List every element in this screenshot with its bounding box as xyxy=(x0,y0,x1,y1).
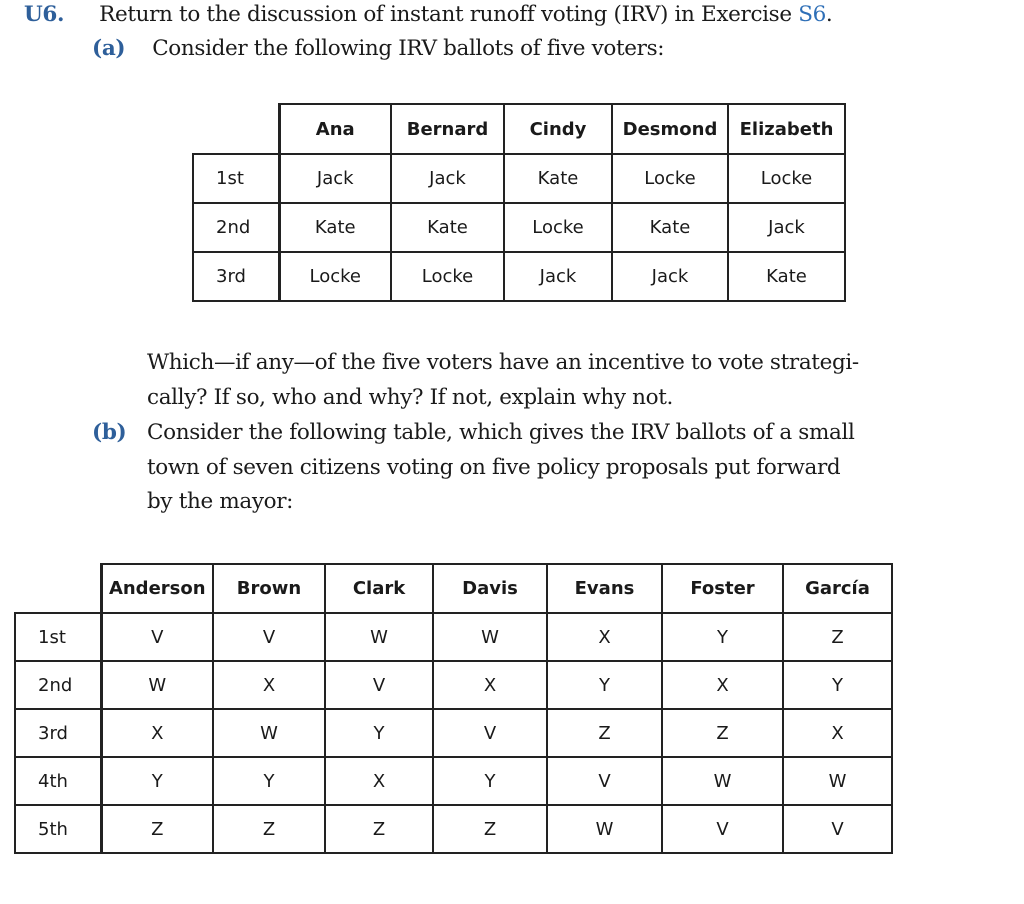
table-corner xyxy=(193,104,279,154)
table-cell: X xyxy=(547,613,662,661)
table-cell: V xyxy=(662,805,783,853)
column-header: Elizabeth xyxy=(728,104,845,154)
rank-label: 3rd xyxy=(193,252,279,301)
part-b-line3: by the mayor: xyxy=(147,489,294,514)
rank-label: 1st xyxy=(193,154,279,203)
table-cell: Locke xyxy=(728,154,845,203)
part-b-label: (b) xyxy=(92,420,127,445)
rank-label: 4th xyxy=(15,757,101,805)
table-row xyxy=(15,613,892,661)
rank-label: 2nd xyxy=(193,203,279,252)
table-b-header-row xyxy=(15,564,892,613)
problem-heading xyxy=(24,0,832,33)
part-a-question xyxy=(147,346,859,415)
part-a-question-line1: Which—if any—of the five voters have an incentive to vote strategi- xyxy=(147,350,859,375)
table-cell: X xyxy=(433,661,547,709)
table-cell: Kate xyxy=(391,203,504,252)
problem-text-end: . xyxy=(825,2,833,27)
column-header: Clark xyxy=(325,564,433,613)
table-cell: V xyxy=(783,805,892,853)
table-row xyxy=(15,661,892,709)
rank-label: 5th xyxy=(15,805,101,853)
table-row xyxy=(15,709,892,757)
table-row xyxy=(193,203,845,252)
table-cell: V xyxy=(433,709,547,757)
table-cell: Z xyxy=(783,613,892,661)
table-cell: W xyxy=(213,709,325,757)
rank-label: 3rd xyxy=(15,709,101,757)
table-row xyxy=(193,252,845,301)
ballot-table-a xyxy=(192,103,846,302)
part-b-line1: Consider the following table, which gives the IRV ballots of a small xyxy=(147,420,855,445)
table-cell: Jack xyxy=(612,252,728,301)
column-header: García xyxy=(783,564,892,613)
column-header: Ana xyxy=(279,104,391,154)
table-cell: Locke xyxy=(279,252,391,301)
table-cell: Jack xyxy=(391,154,504,203)
part-a-intro-text: Consider the following IRV ballots of five voters: xyxy=(152,36,665,61)
table-cell: Z xyxy=(547,709,662,757)
table-cell: Kate xyxy=(279,203,391,252)
table-cell: Z xyxy=(213,805,325,853)
table-cell: Y xyxy=(547,661,662,709)
table-corner xyxy=(15,564,101,613)
table-cell: Y xyxy=(325,709,433,757)
table-cell: Locke xyxy=(391,252,504,301)
table-cell: Jack xyxy=(504,252,612,301)
part-b-text xyxy=(147,416,855,520)
rank-label: 1st xyxy=(15,613,101,661)
column-header: Anderson xyxy=(101,564,213,613)
table-cell: V xyxy=(101,613,213,661)
ballot-table-b xyxy=(14,563,893,854)
column-header: Cindy xyxy=(504,104,612,154)
table-cell: Locke xyxy=(612,154,728,203)
part-a-intro xyxy=(92,32,664,67)
table-cell: X xyxy=(213,661,325,709)
table-row xyxy=(193,154,845,203)
table-cell: W xyxy=(101,661,213,709)
table-cell: Kate xyxy=(728,252,845,301)
table-cell: W xyxy=(325,613,433,661)
table-cell: Jack xyxy=(728,203,845,252)
table-cell: Z xyxy=(433,805,547,853)
problem-text: Return to the discussion of instant runoff voting (IRV) in Exercise xyxy=(99,2,799,27)
part-a-question-line2: cally? If so, who and why? If not, explain why not. xyxy=(147,384,673,410)
table-cell: Z xyxy=(325,805,433,853)
table-cell: Z xyxy=(101,805,213,853)
table-cell: V xyxy=(325,661,433,709)
table-cell: Locke xyxy=(504,203,612,252)
table-cell: Z xyxy=(662,709,783,757)
part-a-label: (a) xyxy=(92,36,126,61)
table-cell: W xyxy=(433,613,547,661)
table-cell: Y xyxy=(662,613,783,661)
column-header: Evans xyxy=(547,564,662,613)
part-b-line2: town of seven citizens voting on five policy proposals put forward xyxy=(147,454,841,480)
exercise-link[interactable]: S6 xyxy=(798,2,826,27)
table-cell: W xyxy=(783,757,892,805)
table-a-header-row xyxy=(193,104,845,154)
column-header: Bernard xyxy=(391,104,504,154)
column-header: Brown xyxy=(213,564,325,613)
table-cell: Kate xyxy=(504,154,612,203)
table-cell: V xyxy=(547,757,662,805)
table-cell: Y xyxy=(433,757,547,805)
table-cell: Jack xyxy=(279,154,391,203)
table-cell: V xyxy=(213,613,325,661)
table-cell: Kate xyxy=(612,203,728,252)
table-cell: W xyxy=(662,757,783,805)
table-cell: X xyxy=(662,661,783,709)
table-cell: Y xyxy=(101,757,213,805)
problem-number: U6. xyxy=(24,2,65,27)
table-cell: X xyxy=(325,757,433,805)
rank-label: 2nd xyxy=(15,661,101,709)
column-header: Desmond xyxy=(612,104,728,154)
table-cell: X xyxy=(783,709,892,757)
table-cell: Y xyxy=(213,757,325,805)
table-cell: X xyxy=(101,709,213,757)
table-row xyxy=(15,805,892,853)
table-row xyxy=(15,757,892,805)
table-cell: Y xyxy=(783,661,892,709)
table-cell: W xyxy=(547,805,662,853)
column-header: Foster xyxy=(662,564,783,613)
column-header: Davis xyxy=(433,564,547,613)
